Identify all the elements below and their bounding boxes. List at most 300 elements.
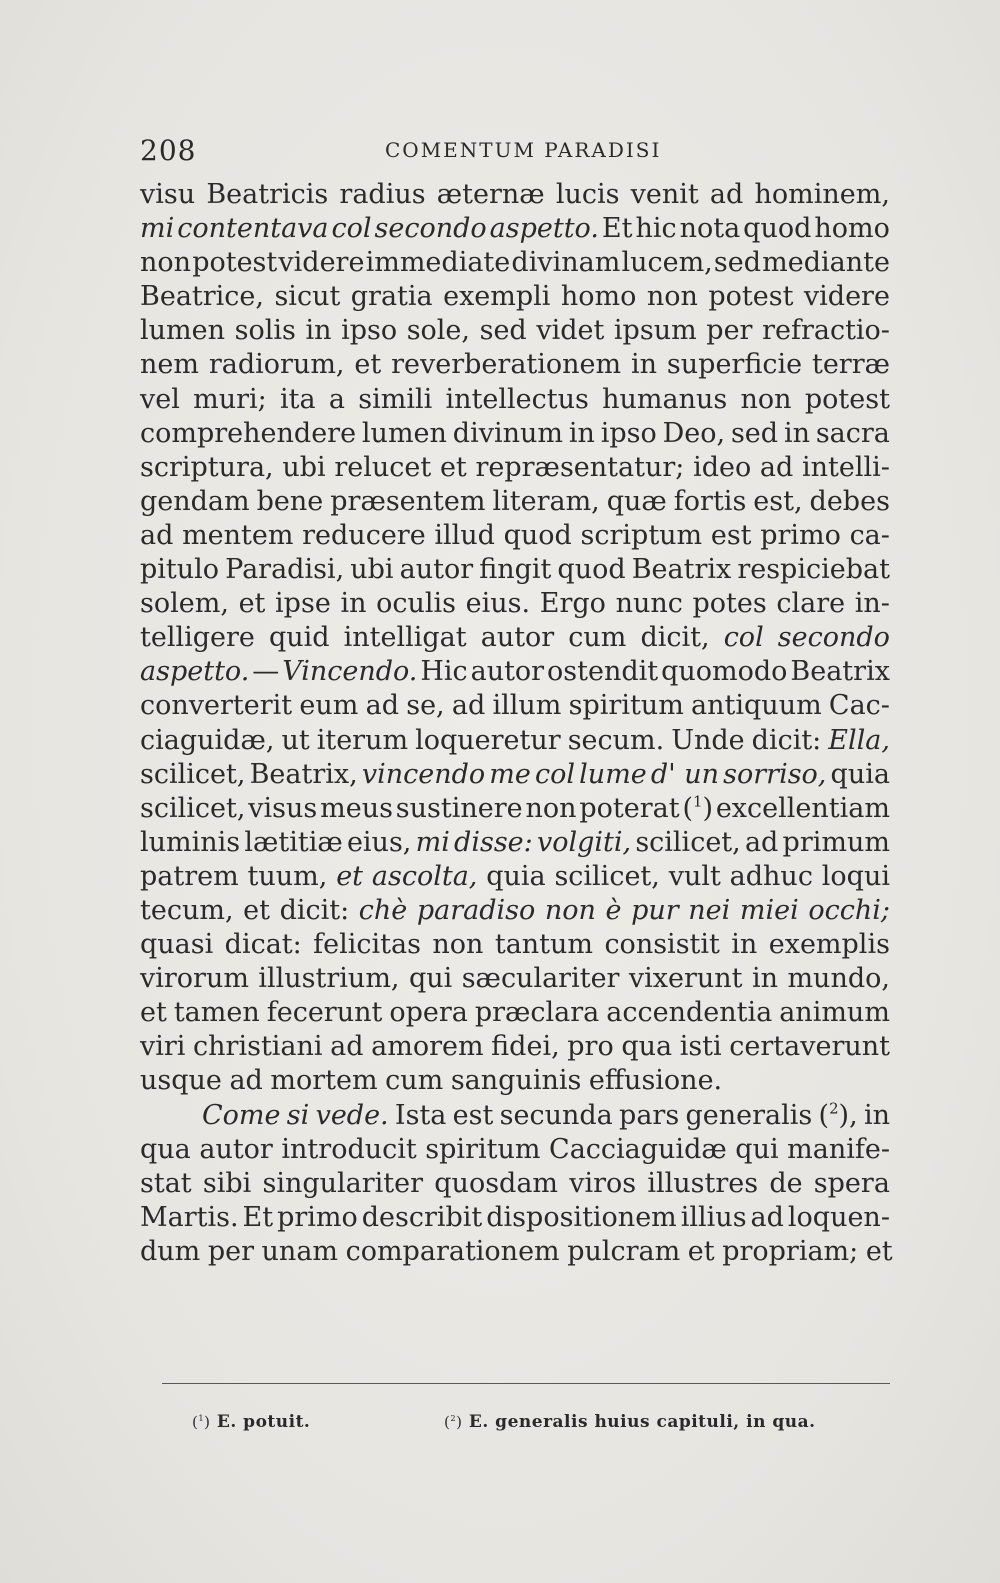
footnote-reference: ($^2$), (818, 1099, 858, 1131)
word: illud (434, 519, 495, 551)
footnote-text: E. generalis huius capituli, in qua. (468, 1412, 816, 1432)
word: exempli (443, 281, 551, 313)
word: primum (782, 826, 890, 858)
word: hominem, (754, 179, 890, 210)
word: si (286, 1099, 310, 1131)
word: exemplis (768, 929, 890, 961)
word: primo (760, 519, 841, 551)
word: Ella, (828, 724, 890, 756)
word: ca- (849, 519, 890, 551)
word: hic (635, 213, 677, 245)
text-line (140, 383, 890, 417)
word: quomodo (661, 656, 788, 688)
word: lætitiæ (244, 826, 343, 858)
word: ad (750, 1201, 784, 1233)
word: a (328, 383, 346, 415)
text-line (140, 417, 890, 451)
text-line (140, 1201, 890, 1235)
word: scriptura, (140, 451, 274, 483)
word: in (783, 417, 810, 449)
text-line (140, 621, 890, 655)
word: illius (680, 1201, 747, 1233)
word: generalis (685, 1099, 813, 1131)
text-line (140, 928, 890, 962)
word: sicut (274, 281, 341, 313)
page-header (140, 134, 885, 174)
word: reducere (302, 519, 426, 551)
word: in (568, 417, 595, 449)
word: sibi (202, 1167, 252, 1199)
word: col (723, 622, 764, 654)
word: mundo, (787, 963, 890, 995)
word: vel (140, 383, 180, 415)
word: ad (759, 451, 794, 483)
word: sæculariter (461, 963, 620, 995)
word: amorem (371, 1031, 484, 1063)
word: nunc (615, 588, 683, 620)
text-line (140, 792, 890, 826)
word: describit (361, 1201, 483, 1233)
word: dispositionem (486, 1201, 677, 1233)
word: certaverunt (729, 1031, 890, 1063)
word: Hic (420, 656, 468, 688)
word: tuum, (247, 860, 328, 892)
word: fingit (479, 554, 552, 586)
word: qui (408, 963, 453, 995)
text-line (140, 1030, 890, 1064)
word: patrem (140, 860, 239, 892)
running-title: COMENTUM PARADISI (385, 138, 662, 162)
text-line (140, 1167, 890, 1201)
word: isti (679, 1031, 722, 1063)
text-line (140, 314, 890, 348)
word: mediante (762, 247, 890, 279)
word: æternæ (436, 179, 545, 210)
word: singulariter (262, 1167, 424, 1199)
word: usque (140, 1065, 222, 1097)
word: disse: (454, 826, 533, 858)
body-text (140, 178, 893, 1269)
word: paradiso (416, 894, 536, 926)
word: radiorum, (208, 349, 345, 381)
word: ideo (693, 451, 752, 483)
word: scilicet, (140, 792, 246, 824)
word: effusione. (588, 1065, 723, 1097)
word: secondo (777, 622, 890, 654)
word: Martis. (140, 1201, 239, 1233)
word: quæ (606, 485, 667, 517)
word: Beatrix (631, 554, 732, 586)
word: volgiti, (536, 826, 632, 858)
word: dicit: (751, 724, 822, 756)
text-line (140, 348, 890, 382)
word: ita (280, 383, 316, 415)
word: telligere (140, 622, 255, 654)
word: manife- (787, 1133, 890, 1165)
word: Beatrice, (140, 281, 264, 313)
word: ascolta, (371, 860, 478, 892)
word: vincendo (361, 758, 486, 790)
word: mentem (182, 519, 294, 551)
word: occhi; (808, 894, 890, 926)
word: spiritum (425, 1133, 541, 1165)
word: non (740, 383, 792, 415)
text-line (140, 860, 890, 894)
word: dum (140, 1235, 201, 1267)
word: lumen (140, 315, 225, 347)
word: Deo, (662, 417, 726, 449)
word: potest (192, 247, 278, 279)
text-line (140, 758, 890, 792)
text-line (140, 1064, 890, 1098)
word: muri; (193, 383, 267, 415)
word: et (439, 451, 467, 483)
text-line (140, 1235, 893, 1269)
word: non (544, 894, 596, 926)
word: quia (830, 758, 890, 790)
word: fecerunt (266, 997, 383, 1029)
word: autor (480, 622, 555, 654)
word: sole, (406, 315, 470, 347)
word: luminis (140, 826, 241, 858)
word: christiani (193, 1031, 323, 1063)
word: ad (229, 1065, 263, 1097)
word: per (207, 1235, 254, 1267)
word: me (489, 758, 531, 790)
word: Vincendo. (282, 656, 418, 688)
word: secondo (374, 213, 487, 245)
word: mortem (270, 1065, 378, 1097)
word: consistit (604, 929, 720, 961)
word: sed (479, 315, 527, 347)
word: terræ (811, 349, 890, 381)
word: eius. (465, 588, 531, 620)
word: præsentem (330, 485, 486, 517)
word: immediate (365, 247, 511, 279)
word: sed (713, 247, 762, 279)
word: d' un (650, 758, 719, 790)
text-line (140, 519, 890, 553)
word: gendam (140, 485, 250, 517)
page-number: 208 (140, 134, 197, 167)
word: non (140, 247, 192, 279)
word: vixerunt (628, 963, 743, 995)
word: oculis (376, 588, 457, 620)
word: quod (557, 554, 626, 586)
word: unam (261, 1235, 339, 1267)
footnote-reference: ($^1$) (682, 792, 713, 824)
word: ad (451, 690, 486, 722)
word: et (336, 860, 364, 892)
word: animum (779, 997, 890, 1029)
word: literam, (492, 485, 600, 517)
word: fortis (673, 485, 747, 517)
word: non (525, 792, 577, 824)
text-line (140, 689, 890, 723)
word: scilicet, (635, 826, 741, 858)
word: et (354, 349, 382, 381)
word: præclara (474, 997, 600, 1029)
word: pro (567, 1031, 614, 1063)
word: autor (199, 1133, 273, 1165)
text-line (140, 587, 890, 621)
word: ubi (282, 451, 326, 483)
word: ubi (350, 554, 394, 586)
text-line (140, 655, 890, 689)
word: quosdam (434, 1167, 559, 1199)
word: sorriso, (723, 758, 827, 790)
text-line (140, 1099, 890, 1133)
word: ad (330, 1031, 364, 1063)
word: de (769, 1167, 803, 1199)
word: homo (560, 281, 637, 313)
word: Et (242, 1201, 274, 1233)
text-line (140, 724, 890, 758)
word: pur (631, 894, 679, 926)
word: stat (140, 1167, 192, 1199)
word: chè (358, 894, 408, 926)
word: solem, (140, 588, 229, 620)
text-line (140, 246, 890, 280)
word: ipso (600, 417, 657, 449)
word: Et (601, 213, 633, 245)
word: viri (140, 1031, 186, 1063)
word: primo (277, 1201, 358, 1233)
word: videre (803, 281, 890, 313)
word: ad (365, 690, 399, 722)
word: ad (140, 519, 174, 551)
word: loqui (821, 860, 890, 892)
word: illum (492, 690, 562, 722)
word: relucet (334, 451, 432, 483)
word: autor (470, 656, 545, 688)
word: secunda (499, 1099, 613, 1131)
word: viros (569, 1167, 637, 1199)
word: in- (854, 588, 890, 620)
word: Beatricis (206, 179, 329, 210)
word: repræsentatur; (475, 451, 685, 483)
word: tantum (494, 929, 594, 961)
word: illustrium, (258, 963, 400, 995)
word: homo (814, 213, 890, 245)
word: dicit: (279, 894, 350, 926)
word: spera (813, 1167, 890, 1199)
word: loqueretur (415, 724, 561, 756)
text-line (140, 1133, 890, 1167)
word: iterum (316, 724, 409, 756)
word: reverberationem (391, 349, 622, 381)
word: tecum, (140, 894, 234, 926)
word: quia (486, 860, 546, 892)
word: col (331, 213, 372, 245)
word: in (305, 315, 332, 347)
footnote-divider (162, 1383, 890, 1384)
word: contentava (177, 213, 329, 245)
text-line (140, 178, 890, 212)
word: Beatrix (790, 656, 890, 688)
text-line (140, 553, 890, 587)
text-line (140, 996, 890, 1030)
word: videre (278, 247, 365, 279)
word: Beatrix, (249, 758, 358, 790)
word: bene (256, 485, 324, 517)
word: pars (619, 1099, 680, 1131)
word: Unde (671, 724, 745, 756)
text-line (140, 894, 890, 928)
word: est (710, 519, 752, 551)
word: lume (579, 758, 647, 790)
word: nei (688, 894, 731, 926)
word: lumen (361, 417, 447, 449)
word: sacra (815, 417, 890, 449)
word: mi (415, 826, 450, 858)
word: poterat (579, 792, 680, 824)
word: per (706, 315, 753, 347)
word: Cac- (828, 690, 890, 722)
word: mi (140, 213, 175, 245)
word: in (631, 349, 658, 381)
word: illustres (647, 1167, 759, 1199)
word: refractio- (762, 315, 890, 347)
word: divinam (511, 247, 621, 279)
word: introducit (281, 1133, 417, 1165)
word: et (243, 894, 270, 926)
word: col (535, 758, 576, 790)
word: — (252, 656, 280, 688)
word: meus (320, 792, 393, 824)
word: quod (743, 213, 812, 245)
word: aspetto. (140, 656, 250, 688)
word: non (432, 929, 484, 961)
word: potes (692, 588, 767, 620)
footnote-2 (444, 1412, 816, 1432)
word: lucem, (621, 247, 713, 279)
word: radius (339, 179, 426, 210)
footnote-text: E. potuit. (216, 1412, 311, 1432)
word: adhuc (729, 860, 813, 892)
word: ipse (275, 588, 331, 620)
word: intelligat (343, 622, 467, 654)
word: aspetto. (489, 213, 599, 245)
word: quasi (140, 929, 214, 961)
word: pulcram (567, 1235, 681, 1267)
word: quid (268, 622, 330, 654)
word: vede. (315, 1099, 389, 1131)
word: ciaguidæ, (140, 724, 275, 756)
word: et (687, 1235, 715, 1267)
word: eius, (346, 826, 412, 858)
word: in (340, 588, 367, 620)
word: ipso (341, 315, 398, 347)
word: scilicet, (140, 758, 246, 790)
word: eum (299, 690, 359, 722)
word: converterit (140, 690, 293, 722)
word: ut (281, 724, 310, 756)
word: debes (809, 485, 890, 517)
word: visus (248, 792, 318, 824)
word: virorum (140, 963, 249, 995)
word: divinum (452, 417, 563, 449)
word: dicit, (640, 622, 710, 654)
text-line (140, 280, 890, 314)
word: in (751, 963, 779, 995)
word: ad (744, 826, 779, 858)
word: non (646, 281, 698, 313)
footnote-1 (192, 1412, 310, 1432)
word: nota (679, 213, 741, 245)
footnote-mark: ($^2$) (444, 1413, 463, 1431)
text-line (140, 962, 890, 996)
word: potest (804, 383, 890, 415)
word: nem (140, 349, 199, 381)
word: propriam; (722, 1235, 859, 1267)
word: humanus (602, 383, 728, 415)
word: pitulo (140, 554, 220, 586)
word: gratia (350, 281, 433, 313)
word: qua (621, 1031, 673, 1063)
word: in (731, 929, 758, 961)
word: sanguinis (450, 1065, 582, 1097)
word: venit (630, 179, 699, 210)
word: ad (709, 179, 744, 210)
word: solis (234, 315, 296, 347)
word: quod (503, 519, 572, 551)
word: tamen (173, 997, 260, 1029)
word: fidei, (491, 1031, 560, 1063)
word: comprehendere (140, 417, 357, 449)
word: est, (753, 485, 803, 517)
word: ostendit (547, 656, 659, 688)
text-line (140, 826, 890, 860)
word: antiquum (691, 690, 822, 722)
word: loquen- (787, 1201, 890, 1233)
word: qua (140, 1133, 191, 1165)
word: se, (406, 690, 445, 722)
word: in (863, 1099, 890, 1131)
word: spiritum (568, 690, 684, 722)
word: sustinere (395, 792, 523, 824)
word: è (605, 894, 622, 926)
word: scilicet, (554, 860, 660, 892)
word: superficie (666, 349, 803, 381)
word: opera (389, 997, 468, 1029)
word: secum. (567, 724, 665, 756)
word: videt (536, 315, 605, 347)
word: Ergo (539, 588, 606, 620)
word: sed (730, 417, 779, 449)
word: Come (202, 1099, 281, 1131)
word: visu (140, 179, 196, 210)
word: potest (708, 281, 794, 313)
word: et (865, 1235, 893, 1267)
word: intellectus (445, 383, 589, 415)
word: scriptum (580, 519, 703, 551)
word: et (140, 997, 167, 1029)
footnote-mark: ($^1$) (192, 1413, 211, 1431)
word: intelli- (802, 451, 890, 483)
word: simili (358, 383, 433, 415)
word: miei (739, 894, 799, 926)
word: accendentia (606, 997, 773, 1029)
word: felicitas (313, 929, 421, 961)
word: Paradisi, (225, 554, 345, 586)
word: respiciebat (737, 554, 890, 586)
text-line (140, 451, 890, 485)
text-line (140, 485, 890, 519)
word: ipsum (613, 315, 697, 347)
word: comparationem (345, 1235, 560, 1267)
word: Cacciaguidæ (549, 1133, 727, 1165)
